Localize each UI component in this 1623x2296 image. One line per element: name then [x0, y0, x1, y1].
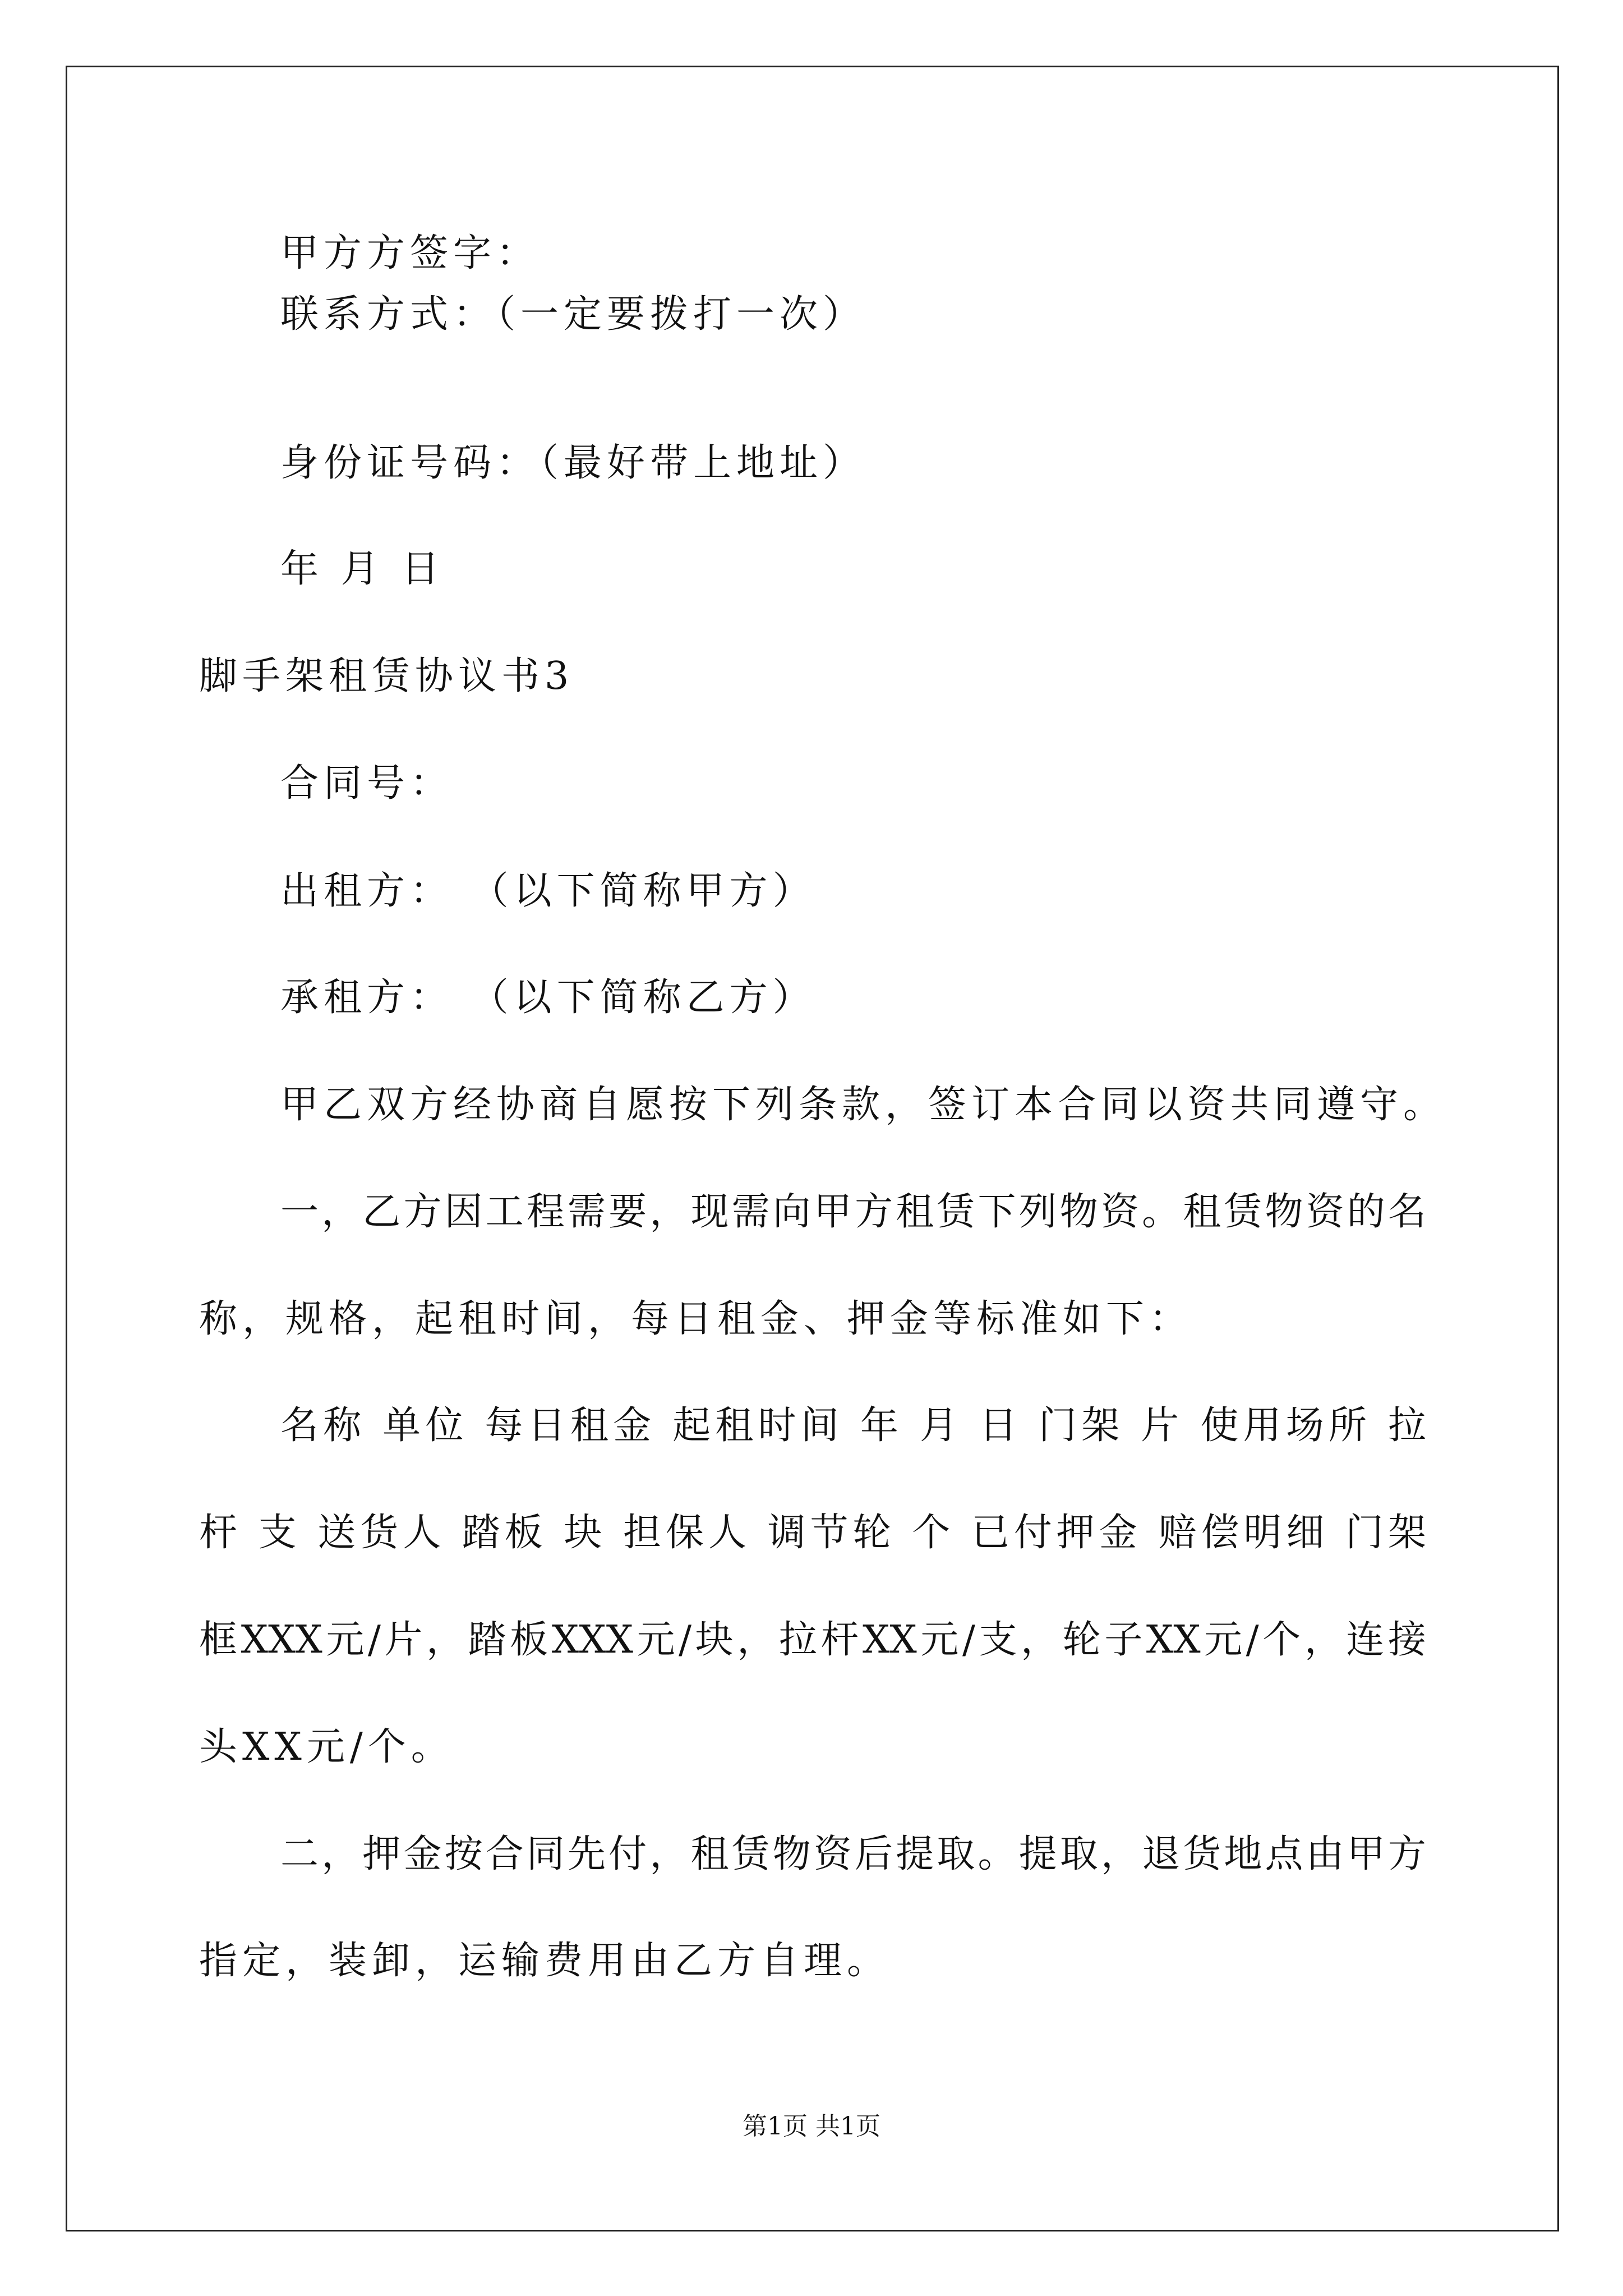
- rate-table-line-1: 名称 单位 每日租金 起租时间 年 月 日 门架 片 使用场所 拉: [280, 1404, 1426, 1448]
- clause-1-line-2: 称，规格，起租时间，每日租金、押金等标准如下：: [199, 1297, 1193, 1341]
- page-footer: 第1页 共1页: [743, 2112, 880, 2141]
- lessor-line: 出租方： （以下简称甲方）: [280, 869, 816, 913]
- id-number-line: 身份证号码：（最好带上地址）: [280, 441, 866, 485]
- rate-table-line-4: 头XX元/个。: [199, 1725, 454, 1769]
- document-heading: 脚手架租赁协议书3: [199, 654, 574, 698]
- rate-table-line-3: 框XXX元/片，踏板XXX元/块，拉杆XX元/支，轮子XX元/个，连接: [199, 1618, 1426, 1662]
- date-line: 年 月 日: [280, 547, 445, 591]
- clause-2-line-2: 指定，装卸，运输费用由乙方自理。: [199, 1939, 891, 1983]
- sign-label-line: 甲方方签字：: [280, 231, 540, 275]
- clause-1-line-1: 一，乙方因工程需要，现需向甲方租赁下列物资。租赁物资的名: [280, 1190, 1426, 1234]
- page-border: [66, 66, 1559, 2231]
- rate-table-line-2: 杆 支 送货人 踏板 块 担保人 调节轮 个 已付押金 赔偿明细 门架: [199, 1511, 1426, 1555]
- contract-number-line: 合同号：: [280, 761, 454, 806]
- lessee-line: 承租方： （以下简称乙方）: [280, 976, 816, 1020]
- clause-2-line-1: 二，押金按合同先付，租赁物资后提取。提取，退货地点由甲方: [280, 1832, 1426, 1876]
- contact-line: 联系方式：（一定要拨打一次）: [280, 292, 866, 337]
- preamble-line: 甲乙双方经协商自愿按下列条款，签订本合同以资共同遵守。: [280, 1083, 1447, 1127]
